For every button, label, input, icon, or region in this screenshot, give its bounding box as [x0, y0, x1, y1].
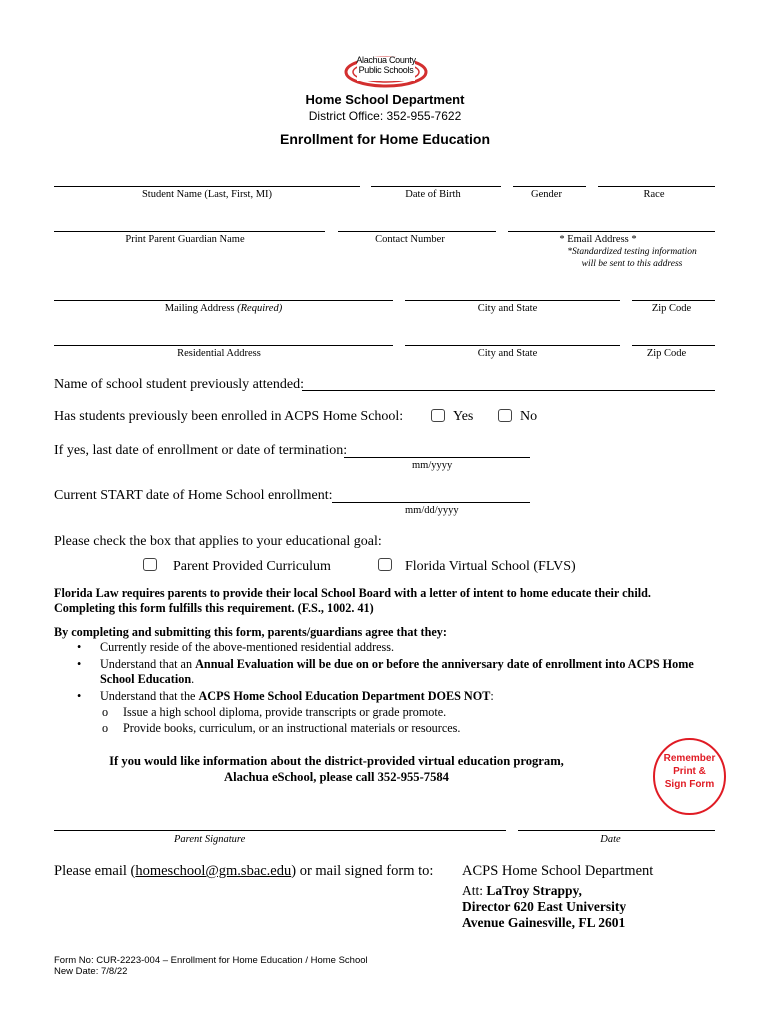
bullet-3-bold: ACPS Home School Education Department DOES NOT — [198, 689, 491, 703]
att-name: LaTroy Strappy, — [486, 883, 582, 898]
homeschool-email-link[interactable]: homeschool@gm.sbac.edu — [135, 863, 292, 879]
contact-number-label: Contact Number — [375, 234, 445, 245]
parent-name-label: Print Parent Guardian Name — [125, 234, 245, 245]
mail-instructions — [54, 863, 433, 880]
bullet-2-text — [100, 657, 715, 687]
email-note-2: will be sent to this address — [581, 259, 683, 269]
mailing-address-text: Mailing Address — [164, 303, 235, 314]
law-line-1: Florida Law requires parents to provide their local School Board with a letter of intent to home educate their child. — [54, 586, 651, 600]
zip-2-line[interactable] — [632, 345, 715, 346]
stamp-line-1: Remember — [663, 753, 716, 764]
dob-label: Date of Birth — [405, 189, 461, 200]
stamp-line-2: Print & — [673, 766, 706, 777]
bullet-1-text: Currently reside of the above-mentioned residential address. — [100, 640, 395, 654]
mail-suffix: ) or mail signed form to: — [291, 863, 434, 879]
bullet-2-pre: Understand that an — [100, 657, 196, 671]
mail-address-line-4: Avenue Gainesville, FL 2601 — [462, 915, 626, 930]
mail-attention — [462, 883, 582, 899]
agreement-intro: By completing and submitting this form, parents/guardians agree that they: — [54, 625, 447, 639]
student-name-line[interactable] — [54, 186, 360, 187]
mail-department: ACPS Home School Department — [462, 863, 654, 879]
no-checkbox[interactable] — [498, 409, 512, 422]
parent-curriculum-label: Parent Provided Curriculum — [173, 559, 331, 574]
date-line[interactable] — [518, 830, 715, 831]
city-state-2-label: City and State — [477, 348, 538, 359]
prev-enrolled-question: Has students previously been enrolled in ACPS Home School: — [54, 409, 404, 424]
sub-bullet-2-marker: o — [102, 721, 109, 735]
remember-stamp — [652, 737, 727, 816]
sub-bullet-1-text: Issue a high school diploma, provide transcripts or grade promote. — [123, 705, 447, 719]
parent-name-line[interactable] — [54, 231, 325, 232]
new-date: New Date: 7/8/22 — [54, 966, 128, 977]
bullet-2-bold: Annual Evaluation will be due on or before the anniversary date of enrollment into ACPS Home School Education — [100, 657, 694, 686]
prev-school-question: Name of school student previously attended: — [54, 377, 304, 392]
virtual-info-line-1: If you would like information about the district-provided virtual education program, — [109, 754, 564, 768]
no-label: No — [520, 409, 538, 424]
flvs-checkbox[interactable] — [378, 558, 392, 571]
date-label: Date — [600, 834, 621, 845]
last-date-format: mm/yyyy — [412, 460, 453, 471]
bullet-2-marker: • — [77, 657, 82, 671]
city-state-2-line[interactable] — [405, 345, 620, 346]
law-line-2: Completing this form fulfills this requirement. (F.S., 1002. 41) — [54, 601, 374, 615]
mailing-required-note: (Required) — [237, 303, 283, 314]
race-label: Race — [643, 189, 665, 200]
bullet-3-marker: • — [77, 689, 82, 703]
bullet-1-marker: • — [77, 640, 82, 654]
goal-question: Please check the box that applies to your educational goal: — [54, 534, 382, 549]
parent-signature-line[interactable] — [54, 830, 506, 831]
contact-number-line[interactable] — [338, 231, 496, 232]
stamp-line-3: Sign Form — [664, 779, 715, 790]
residential-address-line[interactable] — [54, 345, 393, 346]
bullet-3-text — [100, 689, 494, 704]
zip-label: Zip Code — [651, 303, 692, 314]
residential-address-label: Residential Address — [177, 348, 261, 359]
logo-line-1: Alachua County — [356, 55, 416, 65]
sub-bullet-2-text: Provide books, curriculum, or an instructional materials or resources. — [123, 721, 461, 735]
dob-line[interactable] — [371, 186, 501, 187]
mailing-address-label — [54, 303, 393, 314]
zip-line[interactable] — [632, 300, 715, 301]
bullet-3-pre: Understand that the — [100, 689, 199, 703]
form-title: Enrollment for Home Education — [279, 131, 490, 147]
email-note-1: *Standardized testing information — [567, 247, 697, 257]
mail-address-line-3: Director 620 East University — [462, 899, 627, 914]
email-line[interactable] — [508, 231, 715, 232]
email-label: * Email Address * — [559, 234, 637, 245]
race-line[interactable] — [598, 186, 715, 187]
city-state-label: City and State — [477, 303, 538, 314]
mail-prefix: Please email ( — [54, 863, 136, 879]
gender-label: Gender — [531, 189, 562, 200]
last-date-line[interactable] — [344, 457, 530, 458]
district-office-phone: District Office: 352-955-7622 — [308, 109, 462, 123]
parent-curriculum-checkbox[interactable] — [143, 558, 157, 571]
yes-checkbox[interactable] — [431, 409, 445, 422]
bullet-2-post: . — [191, 672, 195, 686]
district-logo — [343, 52, 429, 90]
student-name-label: Student Name (Last, First, MI) — [141, 189, 273, 200]
last-date-question: If yes, last date of enrollment or date of termination: — [54, 443, 348, 458]
logo-line-2: Public Schools — [358, 65, 414, 75]
mailing-address-line[interactable] — [54, 300, 393, 301]
zip-2-label: Zip Code — [646, 348, 687, 359]
virtual-info-line-2: Alachua eSchool, please call 352-955-7584 — [224, 770, 449, 784]
sub-bullet-1-marker: o — [102, 705, 109, 719]
parent-signature-label: Parent Signature — [174, 834, 246, 845]
bullet-3-post: : — [490, 689, 494, 703]
start-date-question: Current START date of Home School enrollment: — [54, 488, 333, 503]
att-label: Att: — [462, 883, 487, 898]
yes-label: Yes — [453, 409, 474, 424]
start-date-line[interactable] — [332, 502, 530, 503]
department-heading: Home School Department — [305, 92, 465, 107]
city-state-line[interactable] — [405, 300, 620, 301]
start-date-format: mm/dd/yyyy — [405, 505, 459, 516]
flvs-label: Florida Virtual School (FLVS) — [405, 559, 576, 574]
gender-line[interactable] — [513, 186, 586, 187]
form-number: Form No: CUR-2223-004 – Enrollment for Home Education / Home School — [54, 955, 368, 966]
prev-school-line[interactable] — [302, 390, 715, 391]
